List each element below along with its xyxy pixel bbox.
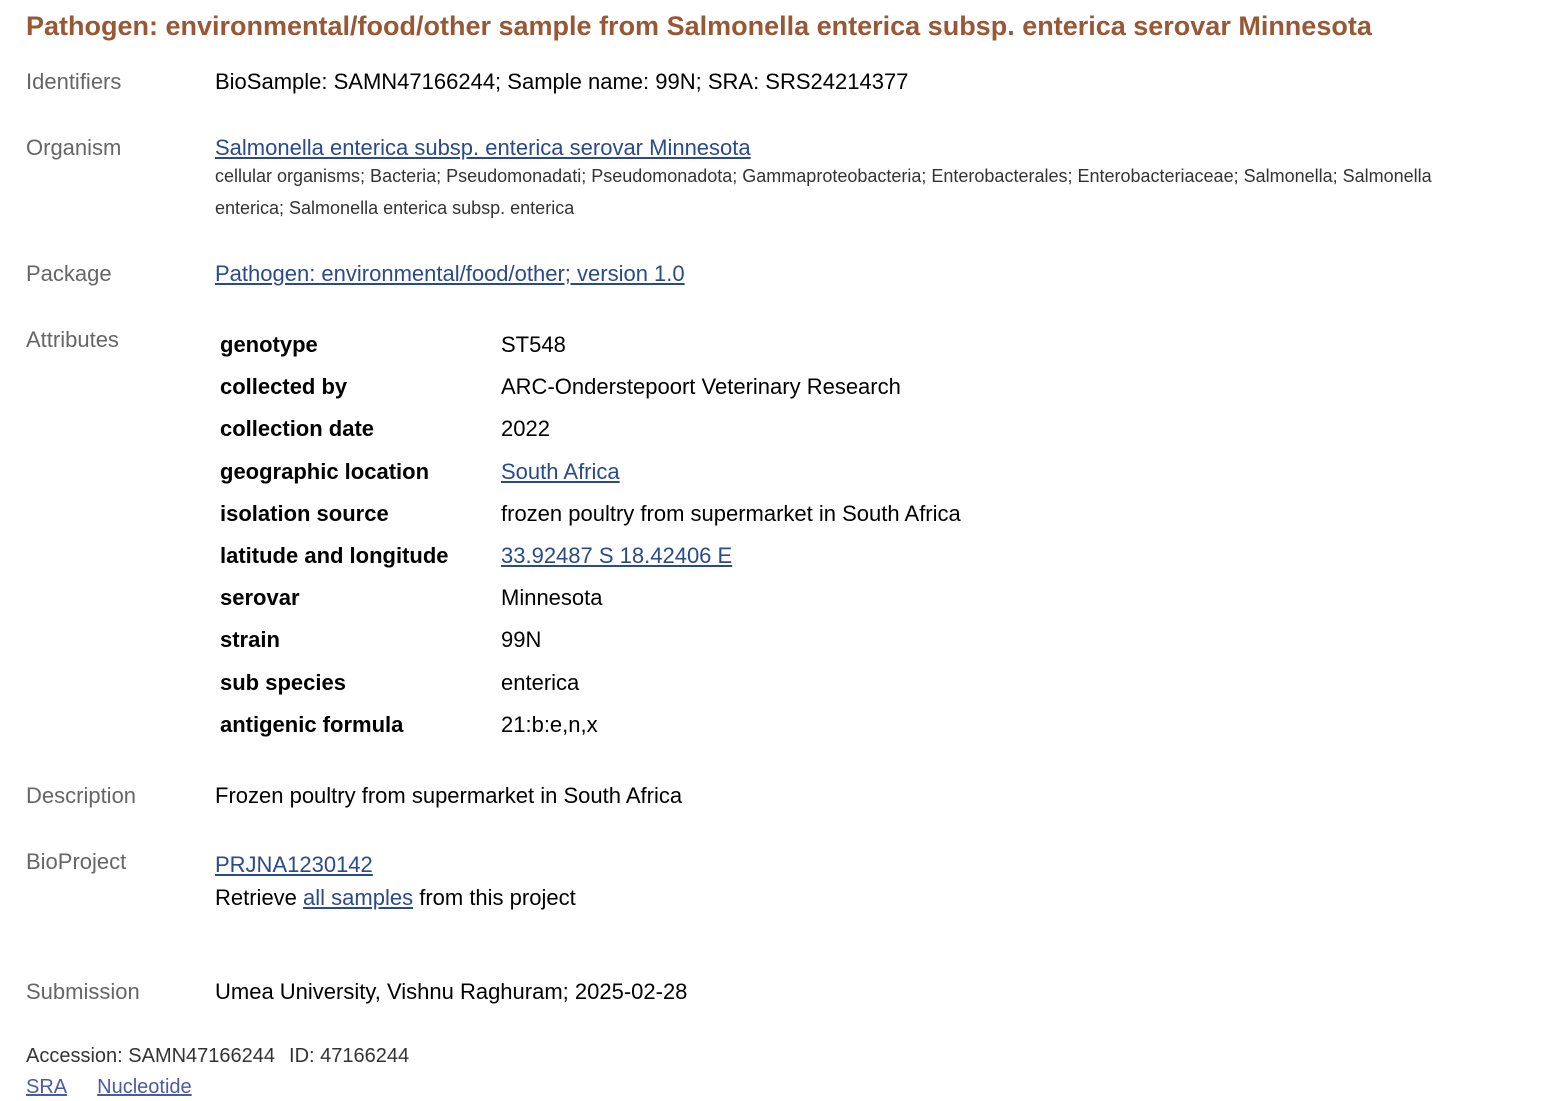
package-link[interactable]: Pathogen: environmental/food/other; version 1.0: [215, 261, 685, 286]
attribute-key: sub species: [220, 669, 346, 695]
attribute-value: enterica: [501, 669, 580, 695]
attribute-key: isolation source: [220, 500, 389, 526]
retrieve-suffix: from this project: [413, 884, 576, 910]
attribute-key: latitude and longitude: [220, 543, 449, 569]
attribute-key: strain: [220, 627, 280, 653]
page-title: Pathogen: environmental/food/other sample from Salmonella enterica subsp. enterica serovar Minnesota: [26, 11, 1372, 41]
bioproject-label: BioProject: [26, 848, 127, 874]
package-label: Package: [26, 261, 112, 286]
attribute-row: [215, 577, 961, 619]
attribute-row: [215, 662, 961, 704]
identifiers-value: BioSample: SAMN47166244; Sample name: 99N; SRA: SRS24214377: [215, 69, 909, 94]
bioproject-row: [26, 848, 1556, 914]
attribute-value: Minnesota: [501, 585, 603, 611]
accession-number: Accession: SAMN47166244: [26, 1045, 276, 1067]
organism-lineage: [215, 160, 1556, 224]
bioproject-link[interactable]: PRJNA1230142: [215, 851, 373, 877]
accession-info: [26, 1042, 409, 1070]
attribute-value: frozen poultry from supermarket in South Africa: [501, 500, 961, 526]
attribute-row: [215, 451, 961, 493]
sra-link[interactable]: SRA: [26, 1076, 68, 1098]
biosample-record: [26, 10, 1556, 1006]
organism-link[interactable]: Salmonella enterica subsp. enterica serovar Minnesota: [215, 135, 751, 160]
nucleotide-link[interactable]: Nucleotide: [97, 1076, 192, 1098]
description-row: [26, 782, 1556, 810]
related-links: [26, 1073, 192, 1101]
identifiers-row: [26, 68, 1556, 96]
organism-lineage-line-2: enterica; Salmonella enterica subsp. enterica: [215, 198, 575, 218]
retrieve-samples-line: [215, 881, 1556, 914]
attribute-value: 2022: [501, 416, 550, 442]
attributes-row: [26, 326, 1556, 746]
attribute-row: [215, 324, 961, 366]
attribute-row: [215, 704, 961, 746]
attribute-value: ST548: [501, 332, 566, 358]
attribute-row: [215, 408, 961, 450]
submission-label: Submission: [26, 978, 140, 1004]
organism-label: Organism: [26, 135, 122, 160]
attribute-value: 99N: [501, 627, 542, 653]
attribute-key: antigenic formula: [220, 711, 404, 737]
organism-row: [26, 134, 1556, 224]
attribute-key: geographic location: [220, 458, 430, 484]
description-label: Description: [26, 782, 137, 808]
all-samples-link[interactable]: all samples: [303, 884, 414, 910]
submission-row: [26, 978, 1556, 1006]
attributes-label: Attributes: [26, 327, 119, 352]
lat-lon-link[interactable]: 33.92487 S 18.42406 E: [501, 543, 733, 569]
attribute-key: collection date: [220, 416, 375, 442]
organism-lineage-line-1: cellular organisms; Bacteria; Pseudomonadati; Pseudomonadota; Gammaproteobacteria; Enterobacterales; Enterobacteriaceae; Salmonella; Salmonella: [215, 166, 1432, 186]
attribute-row: [215, 535, 961, 577]
attribute-row: [215, 366, 961, 408]
attribute-value: 21:b:e,n,x: [501, 711, 598, 737]
attributes-table: [215, 324, 961, 746]
attribute-key: collected by: [220, 374, 348, 400]
attribute-key: genotype: [220, 332, 318, 358]
submission-value: Umea University, Vishnu Raghuram; 2025-02-28: [215, 978, 688, 1004]
attribute-key: serovar: [220, 585, 300, 611]
attribute-value: ARC-Onderstepoort Veterinary Research: [501, 374, 901, 400]
record-id: ID: 47166244: [289, 1045, 410, 1067]
attribute-row: [215, 619, 961, 661]
description-value: Frozen poultry from supermarket in South Africa: [215, 782, 683, 808]
geographic-location-link[interactable]: South Africa: [501, 458, 620, 484]
retrieve-prefix: Retrieve: [215, 884, 304, 910]
identifiers-label: Identifiers: [26, 69, 122, 94]
package-row: [26, 260, 1556, 288]
attribute-row: [215, 493, 961, 535]
